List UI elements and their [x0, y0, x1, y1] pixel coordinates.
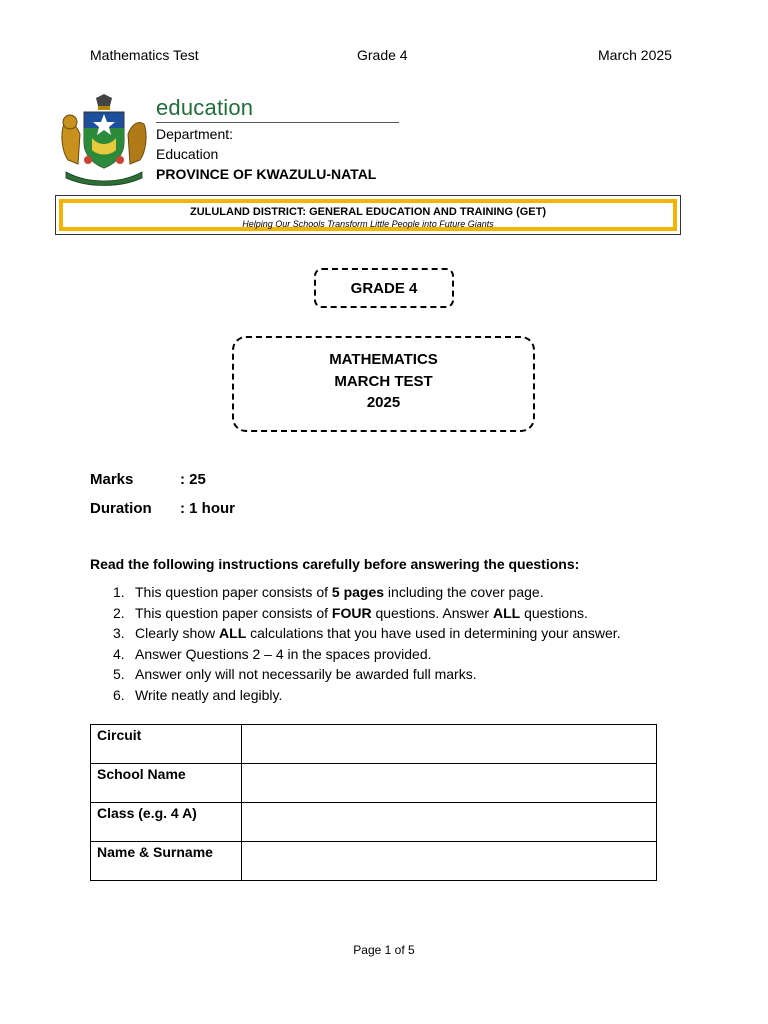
test-title-box	[232, 336, 535, 432]
table-row	[91, 842, 657, 881]
table-row	[91, 725, 657, 764]
instruction-item: 6. Write neatly and legibly.	[113, 686, 283, 703]
circuit-field[interactable]	[242, 725, 657, 764]
class-field[interactable]	[242, 803, 657, 842]
header-grade: Grade 4	[357, 47, 408, 63]
school-name-field[interactable]	[242, 764, 657, 803]
district-banner-inner	[59, 199, 677, 231]
instruction-item: 1. This question paper consists of 5 pages including the cover page.	[113, 584, 544, 600]
test-year: 2025	[366, 394, 401, 411]
instruction-item: 2. This question paper consists of FOUR questions. Answer ALL questions.	[113, 604, 588, 621]
district-title: ZULULAND DISTRICT: GENERAL EDUCATION AND TRAINING (GET)	[189, 206, 547, 218]
logo-province: PROVINCE OF KWAZULU-NATAL	[156, 166, 377, 182]
header-subject: Mathematics Test	[90, 47, 199, 63]
coat-of-arms-emblem	[58, 94, 150, 188]
circuit-label: Circuit	[91, 725, 242, 764]
district-subtitle: Helping Our Schools Transform Little People into Future Giants	[242, 219, 494, 229]
duration-row	[90, 500, 235, 517]
name-surname-field[interactable]	[242, 842, 657, 881]
instruction-item: 3. Clearly show ALL calculations that you have used in determining your answer.	[113, 625, 621, 641]
instruction-item: 4. Answer Questions 2 – 4 in the spaces provided.	[113, 645, 432, 662]
logo-education-word: education	[156, 95, 254, 120]
learner-info-table	[90, 724, 657, 881]
instructions-heading: Read the following instructions carefully before answering the questions:	[90, 556, 580, 572]
table-row	[91, 803, 657, 842]
district-banner	[55, 195, 681, 235]
page-number: Page 1 of 5	[353, 943, 415, 957]
logo-dept-line1: Department:	[156, 126, 234, 142]
marks-value: : 25	[180, 471, 206, 488]
school-name-label: School Name	[91, 764, 242, 803]
duration-value: : 1 hour	[180, 500, 235, 517]
coat-of-arms-icon	[58, 94, 150, 188]
test-name: MARCH TEST	[334, 372, 433, 390]
header-date: March 2025	[598, 47, 672, 63]
logo-divider	[156, 122, 399, 123]
marks-row	[90, 471, 206, 488]
instructions-list	[113, 582, 621, 705]
class-label: Class (e.g. 4 A)	[91, 803, 242, 842]
name-surname-label: Name & Surname	[91, 842, 242, 881]
grade-box: GRADE 4	[314, 268, 454, 308]
table-row	[91, 764, 657, 803]
duration-label: Duration	[90, 500, 152, 517]
instruction-item: 5. Answer only will not necessarily be awarded full marks.	[113, 666, 477, 682]
test-subject: MATHEMATICS	[329, 351, 438, 368]
logo-dept-line2: Education	[156, 146, 219, 162]
marks-label: Marks	[90, 471, 134, 488]
